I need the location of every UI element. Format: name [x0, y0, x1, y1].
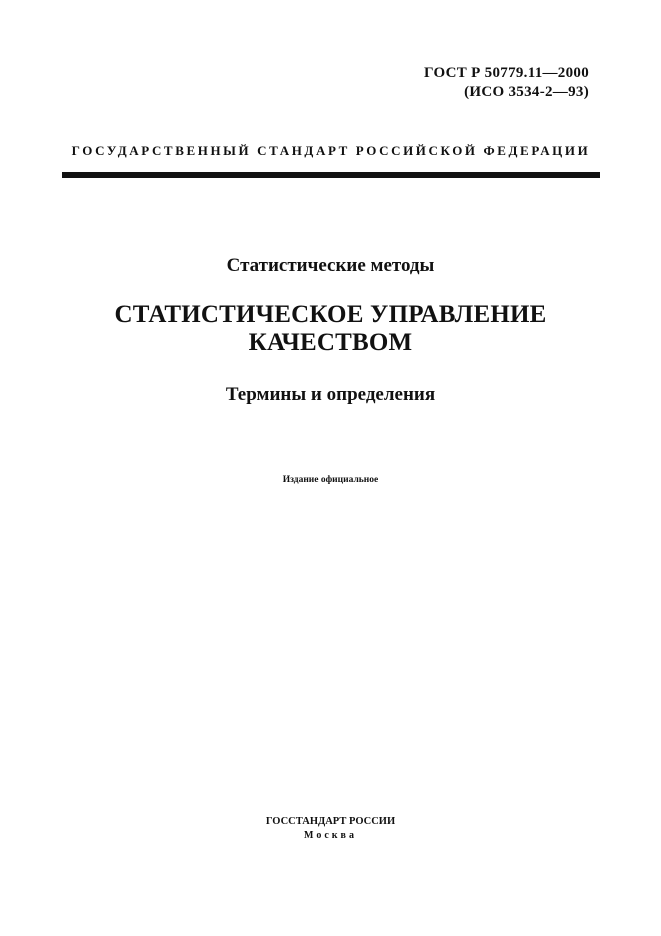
state-standard-heading: ГОСУДАРСТВЕННЫЙ СТАНДАРТ РОССИЙСКОЙ ФЕДЕРАЦИИ — [71, 143, 591, 158]
main-title-line-1: СТАТИСТИЧЕСКОЕ УПРАВЛЕНИЕ — [114, 301, 547, 328]
main-title-line-2: КАЧЕСТВОМ — [248, 329, 413, 356]
header-divider — [62, 172, 600, 178]
iso-code: (ИСО 3534-2—93) — [464, 84, 589, 100]
publisher-city: Москва — [304, 830, 357, 841]
edition-label: Издание официальное — [282, 475, 379, 485]
publisher-name: ГОССТАНДАРТ РОССИИ — [265, 816, 396, 827]
subtitle: Термины и определения — [225, 384, 436, 405]
main-title — [0, 301, 661, 357]
document-code-block — [424, 64, 589, 102]
publisher-block — [0, 815, 661, 843]
gost-code: ГОСТ Р 50779.11—2000 — [424, 65, 589, 81]
subject-heading: Статистические методы — [226, 255, 435, 276]
